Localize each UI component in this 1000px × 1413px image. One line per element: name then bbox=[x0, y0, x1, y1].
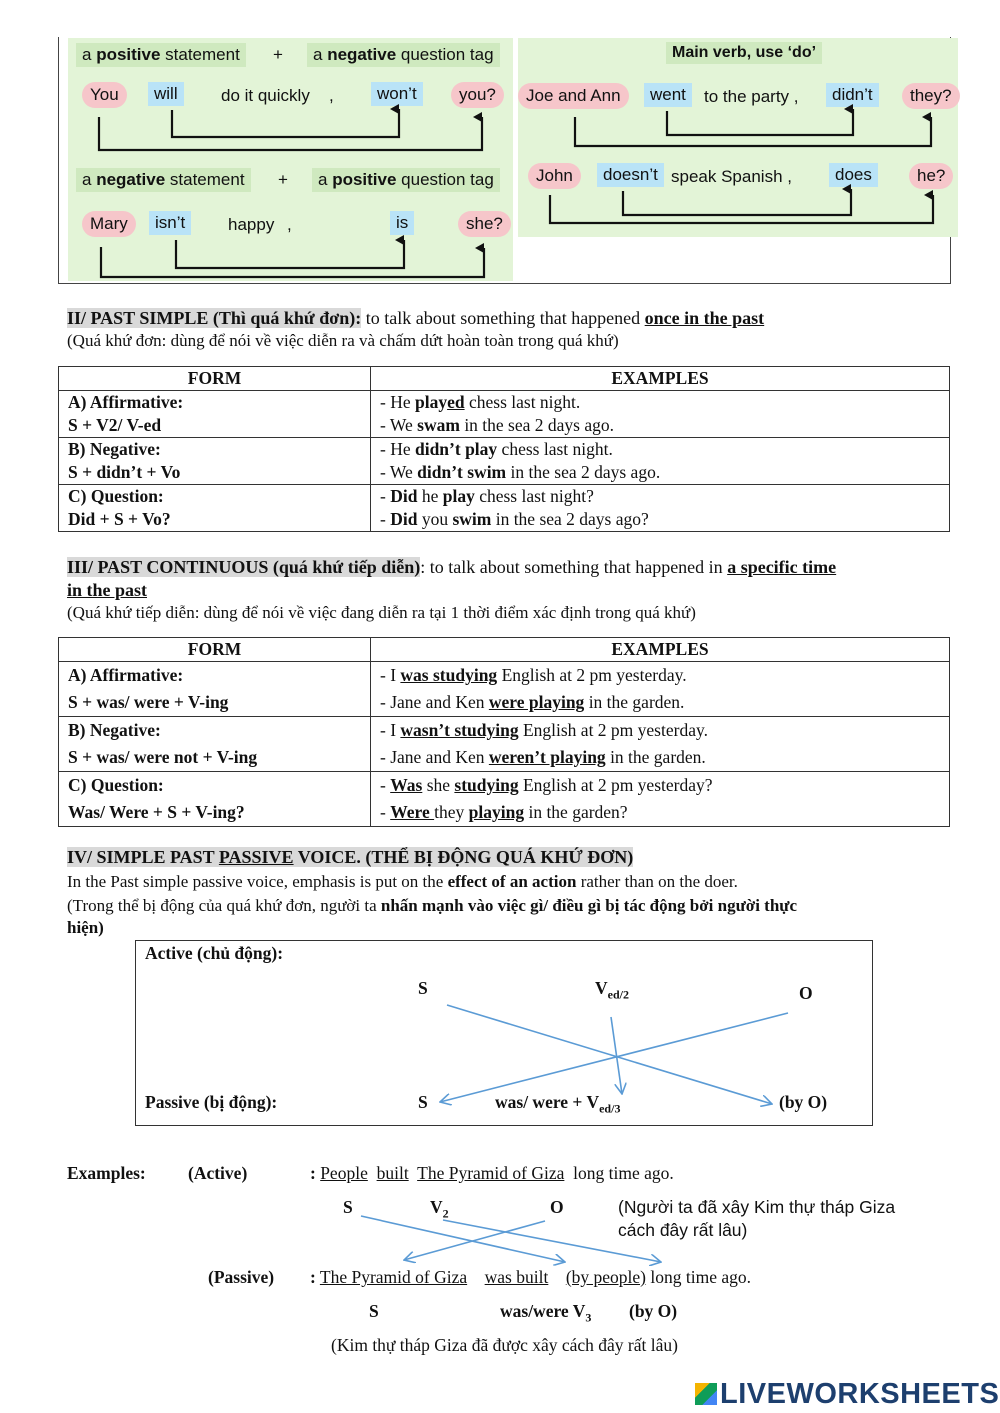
word-subject: Mary bbox=[82, 211, 136, 237]
example-passive-sentence: : The Pyramid of Giza was built (by people) long time ago. bbox=[310, 1267, 751, 1287]
examples-active-tag: (Active) bbox=[188, 1163, 248, 1183]
active-s: S bbox=[418, 978, 428, 998]
examples-cell: - Did he play chess last night? - Did you swim in the sea 2 days ago? bbox=[371, 485, 950, 532]
example-vi-note-passive: (Kim thự tháp Giza đã được xây cách đây rất lâu) bbox=[331, 1335, 678, 1355]
examples-cell: - I wasn’t studying English at 2 pm yesterday. - Jane and Ken weren’t playing in the garden. bbox=[371, 717, 950, 772]
past-simple-heading: II/ PAST SIMPLE (Thì quá khứ đơn): to talk about something that happened once in the past bbox=[67, 308, 765, 328]
word-tag-pronoun: she? bbox=[458, 211, 511, 237]
examples-passive-tag: (Passive) bbox=[208, 1267, 275, 1287]
example-v2-label: was/were $V_3$ bbox=[500, 1301, 592, 1325]
passive-o: (by O) bbox=[779, 1092, 828, 1112]
word-subject: Joe and Ann bbox=[518, 83, 629, 109]
word-rest: happy bbox=[228, 215, 275, 234]
example-vi-note: (Người ta đã xây Kim thự tháp Giza cách đây rất lâu) bbox=[618, 1197, 896, 1240]
word-tag-aux: does bbox=[829, 163, 878, 187]
form-cell: A) Affirmative: S + V2/ V-ed bbox=[59, 391, 371, 438]
form-cell: B) Negative: S + was/ were not + V-ing bbox=[59, 717, 371, 772]
active-label: Active (chủ động): bbox=[145, 943, 284, 963]
active-v: $V_{ed/2}$ bbox=[595, 978, 629, 1002]
past-continuous-subtitle: (Quá khứ tiếp diễn: dùng để nói về việc đang diễn ra tại 1 thời điểm xác định trong quá khứ) bbox=[67, 603, 696, 622]
label-negative-tag: a negative question tag bbox=[307, 43, 500, 67]
column-header: EXAMPLES bbox=[371, 367, 950, 391]
word-tag-pronoun: you? bbox=[451, 82, 504, 108]
word-auxiliary: isn’t bbox=[149, 211, 191, 235]
passive-label: Passive (bị động): bbox=[145, 1092, 278, 1112]
plus-sign: + bbox=[273, 45, 283, 64]
label-positive-tag: a positive question tag bbox=[312, 168, 500, 192]
arrow-s-to-o bbox=[447, 1005, 772, 1104]
label-main-verb-do: Main verb, use ‘do’ bbox=[666, 42, 822, 64]
word-tag-pronoun: he? bbox=[909, 163, 953, 189]
form-cell: A) Affirmative: S + was/ were + V-ing bbox=[59, 662, 371, 717]
passive-line-1: In the Past simple passive voice, emphasis is put on the effect of an action rather than on the doer. bbox=[67, 872, 738, 891]
form-cell: B) Negative: S + didn’t + Vo bbox=[59, 438, 371, 485]
passive-s: S bbox=[418, 1092, 428, 1112]
passive-line-3: hiện) bbox=[67, 918, 104, 937]
examples-cell: - He didn’t play chess last night. - We didn’t swim in the sea 2 days ago. bbox=[371, 438, 950, 485]
arrow-o-to-s bbox=[440, 1013, 788, 1102]
word-verb: went bbox=[644, 83, 692, 107]
word-rest: do it quickly bbox=[221, 86, 310, 105]
liveworksheets-logo: LIVEWORKSHEETS bbox=[695, 1378, 999, 1411]
example-active-sentence: : People built The Pyramid of Giza long time ago. bbox=[310, 1163, 674, 1183]
column-header: EXAMPLES bbox=[371, 638, 950, 662]
examples-cell: - He played chess last night. - We swam in the sea 2 days ago. bbox=[371, 391, 950, 438]
examples-cell: - Was she studying English at 2 pm yesterday? - Were they playing in the garden? bbox=[371, 772, 950, 827]
word-subject: John bbox=[528, 163, 581, 189]
examples-cell: - I was studying English at 2 pm yesterday. - Jane and Ken were playing in the garden. bbox=[371, 662, 950, 717]
word-rest: speak Spanish , bbox=[671, 167, 792, 186]
example-o2-label: (by O) bbox=[629, 1301, 678, 1321]
word-verb: doesn’t bbox=[597, 163, 664, 187]
form-cell: C) Question: Was/ Were + S + V-ing? bbox=[59, 772, 371, 827]
label-positive-statement: a positive statement bbox=[76, 43, 246, 67]
label-negative-statement: a negative statement bbox=[76, 168, 251, 192]
word-subject: You bbox=[82, 82, 127, 108]
past-simple-subtitle: (Quá khứ đơn: dùng để nói về việc diễn ra và chấm dứt hoàn toàn trong quá khứ) bbox=[67, 331, 619, 350]
word-rest: to the party , bbox=[704, 87, 799, 106]
column-header: FORM bbox=[59, 638, 371, 662]
word-comma: , bbox=[329, 86, 334, 105]
word-tag-aux: won’t bbox=[371, 82, 423, 106]
example-s-label: S bbox=[343, 1197, 353, 1217]
passive-line-2: (Trong thể bị động của quá khứ đơn, người ta nhấn mạnh vào việc gì/ điều gì bị tác động bởi người thực bbox=[67, 896, 798, 915]
examples-label: Examples: bbox=[67, 1163, 146, 1183]
passive-heading: IV/ SIMPLE PAST PASSIVE VOICE. (THỂ BỊ ĐỘNG QUÁ KHỨ ĐƠN) bbox=[67, 847, 634, 867]
arrow-example-s bbox=[361, 1216, 565, 1262]
word-tag-aux: is bbox=[390, 211, 414, 235]
word-tag-aux: didn’t bbox=[826, 83, 879, 107]
active-o: O bbox=[799, 983, 813, 1003]
example-o-label: O bbox=[550, 1197, 564, 1217]
column-header: FORM bbox=[59, 367, 371, 391]
plus-sign: + bbox=[278, 170, 288, 189]
example-s2-label: S bbox=[369, 1301, 379, 1321]
example-v-label: $V_2$ bbox=[430, 1197, 449, 1221]
past-continuous-heading: III/ PAST CONTINUOUS (quá khứ tiếp diễn): to talk about something that happened in a specific time in the past bbox=[67, 557, 837, 600]
word-auxiliary: will bbox=[148, 82, 184, 106]
word-tag-pronoun: they? bbox=[902, 83, 960, 109]
passive-v: was/ were + $V_{ed/3}$ bbox=[495, 1092, 621, 1116]
form-cell: C) Question: Did + S + Vo? bbox=[59, 485, 371, 532]
word-comma: , bbox=[287, 215, 292, 234]
logo-icon bbox=[695, 1383, 717, 1405]
